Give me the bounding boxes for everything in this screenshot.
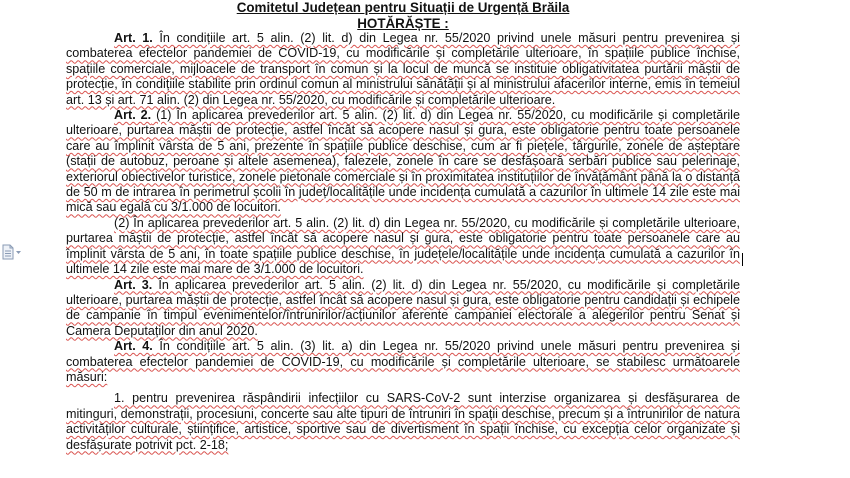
document-title: Comitetul Județean pentru Situații de Urgență Brăila [236, 0, 570, 15]
article-text: (2) În aplicarea prevederilor art. 5 alin. (2) lit. d) din Legea nr. 55/2020, cu modificările și completările ulterioare, purtarea măștii de protecție, astfel încât să acopere nasul și gura, este obligatorie pentru toate persoanele care au împlinit vârsta de 5 ani, în toate spațiile publice deschise, în județele/localitățile unde incidența cumulată a cazurilor în ultimele 14 zile este mai mare de 3/1.000 de locuitori. [66, 215, 740, 277]
article-4 [66, 339, 740, 385]
article-text: 1. pentru prevenirea răspândirii infecțiilor cu SARS-CoV-2 sunt interzise organizarea și desfășurarea de mitinguri, demonstrații, procesiuni, concerte sau alte tipuri de întruniri în spații deschise, precum și a întrunirilor de natura activităților culturale, științifice, artistice, sportive sau de divertisment în spații închise, cu excepția celor organizate și desfășurate potrivit pct. 2-18; [66, 391, 740, 452]
document-icon[interactable] [1, 244, 23, 260]
article-label: Art. 3. [114, 277, 153, 292]
article-label: Art. 4. [114, 339, 153, 354]
article-2-paragraph-1 [66, 108, 740, 216]
article-text: (1) În aplicarea prevederilor art. 5 alin. (2) lit. d) din Legea nr. 55/2020, cu modificările și completările ulterioare, purtarea măștii de protecție, astfel încât să acopere nasul și gura, este obligatorie pentru toate persoanele care au împlinit vârsta de 5 ani, prezente în spațiile publice deschise, cum ar fi piețele, târgurile, zonele de așteptare (stații de autobuz, peroane și altele asemenea), falezele, zonele în care se desfășoară serbări publice sau pelerinaje, exteriorul obiectivelor turistice, zonele pietonale comerciale și în proximitatea instituțiilor de învățământ până la o distanță de 50 m de intrarea în perimetrul școlii în județ/localitățile unde incidența cumulată a cazurilor în ultimele 14 zile este mai mică sau egală cu 3/1.000 de locuitori. [66, 108, 740, 215]
document-subtitle: HOTĂRĂȘTE : [357, 15, 449, 31]
article-label: Art. 1. [114, 31, 153, 45]
document-page[interactable] [66, 0, 740, 453]
article-label: Art. 2. [114, 108, 152, 123]
article-text: În aplicarea prevederilor art. 5 alin. (2) lit. d) din Legea nr. 55/2020, cu modificările și completările ulterioare, purtarea măștii de protecție, astfel încât să acopere nasul și gura, este obligatorie pentru candidații și echipele de campanie în timpul evenimentelor/întrunirilor/acțiunilor aferente campaniei electorale a alegerilor pentru Senat și Camera Deputaților din anul 2020. [66, 277, 740, 338]
text-cursor [742, 253, 743, 266]
article-2-paragraph-2 [66, 216, 740, 278]
article-3 [66, 278, 740, 340]
article-4-point-1 [66, 391, 740, 453]
article-text: În condițiile art. 5 alin. (2) lit. d) din Legea nr. 55/2020 privind unele măsuri pentru prevenirea și combaterea efectelor pandemiei de COVID-19, cu modificările și completările ulterioare, în spațiile publice închise, spațiile comerciale, mijloacele de transport în comun și la locul de muncă se instituie obligativitatea purtării măștii de protecție, în condițiile stabilite prin ordinul comun al ministrului sănătății și al ministrului afacerilor interne, emis în temeiul art. 13 și art. 71 alin. (2) din Legea nr. 55/2020, cu modificările și completările ulterioare. [66, 31, 740, 107]
article-text: În condițiile art. 5 alin. (3) lit. a) din Legea nr. 55/2020 privind unele măsuri pentru prevenirea și combaterea efectelor pandemiei de COVID-19, cu modificările și completările ulterioare, se stabilesc următoarele măsuri: [66, 339, 740, 384]
article-1 [66, 31, 740, 108]
